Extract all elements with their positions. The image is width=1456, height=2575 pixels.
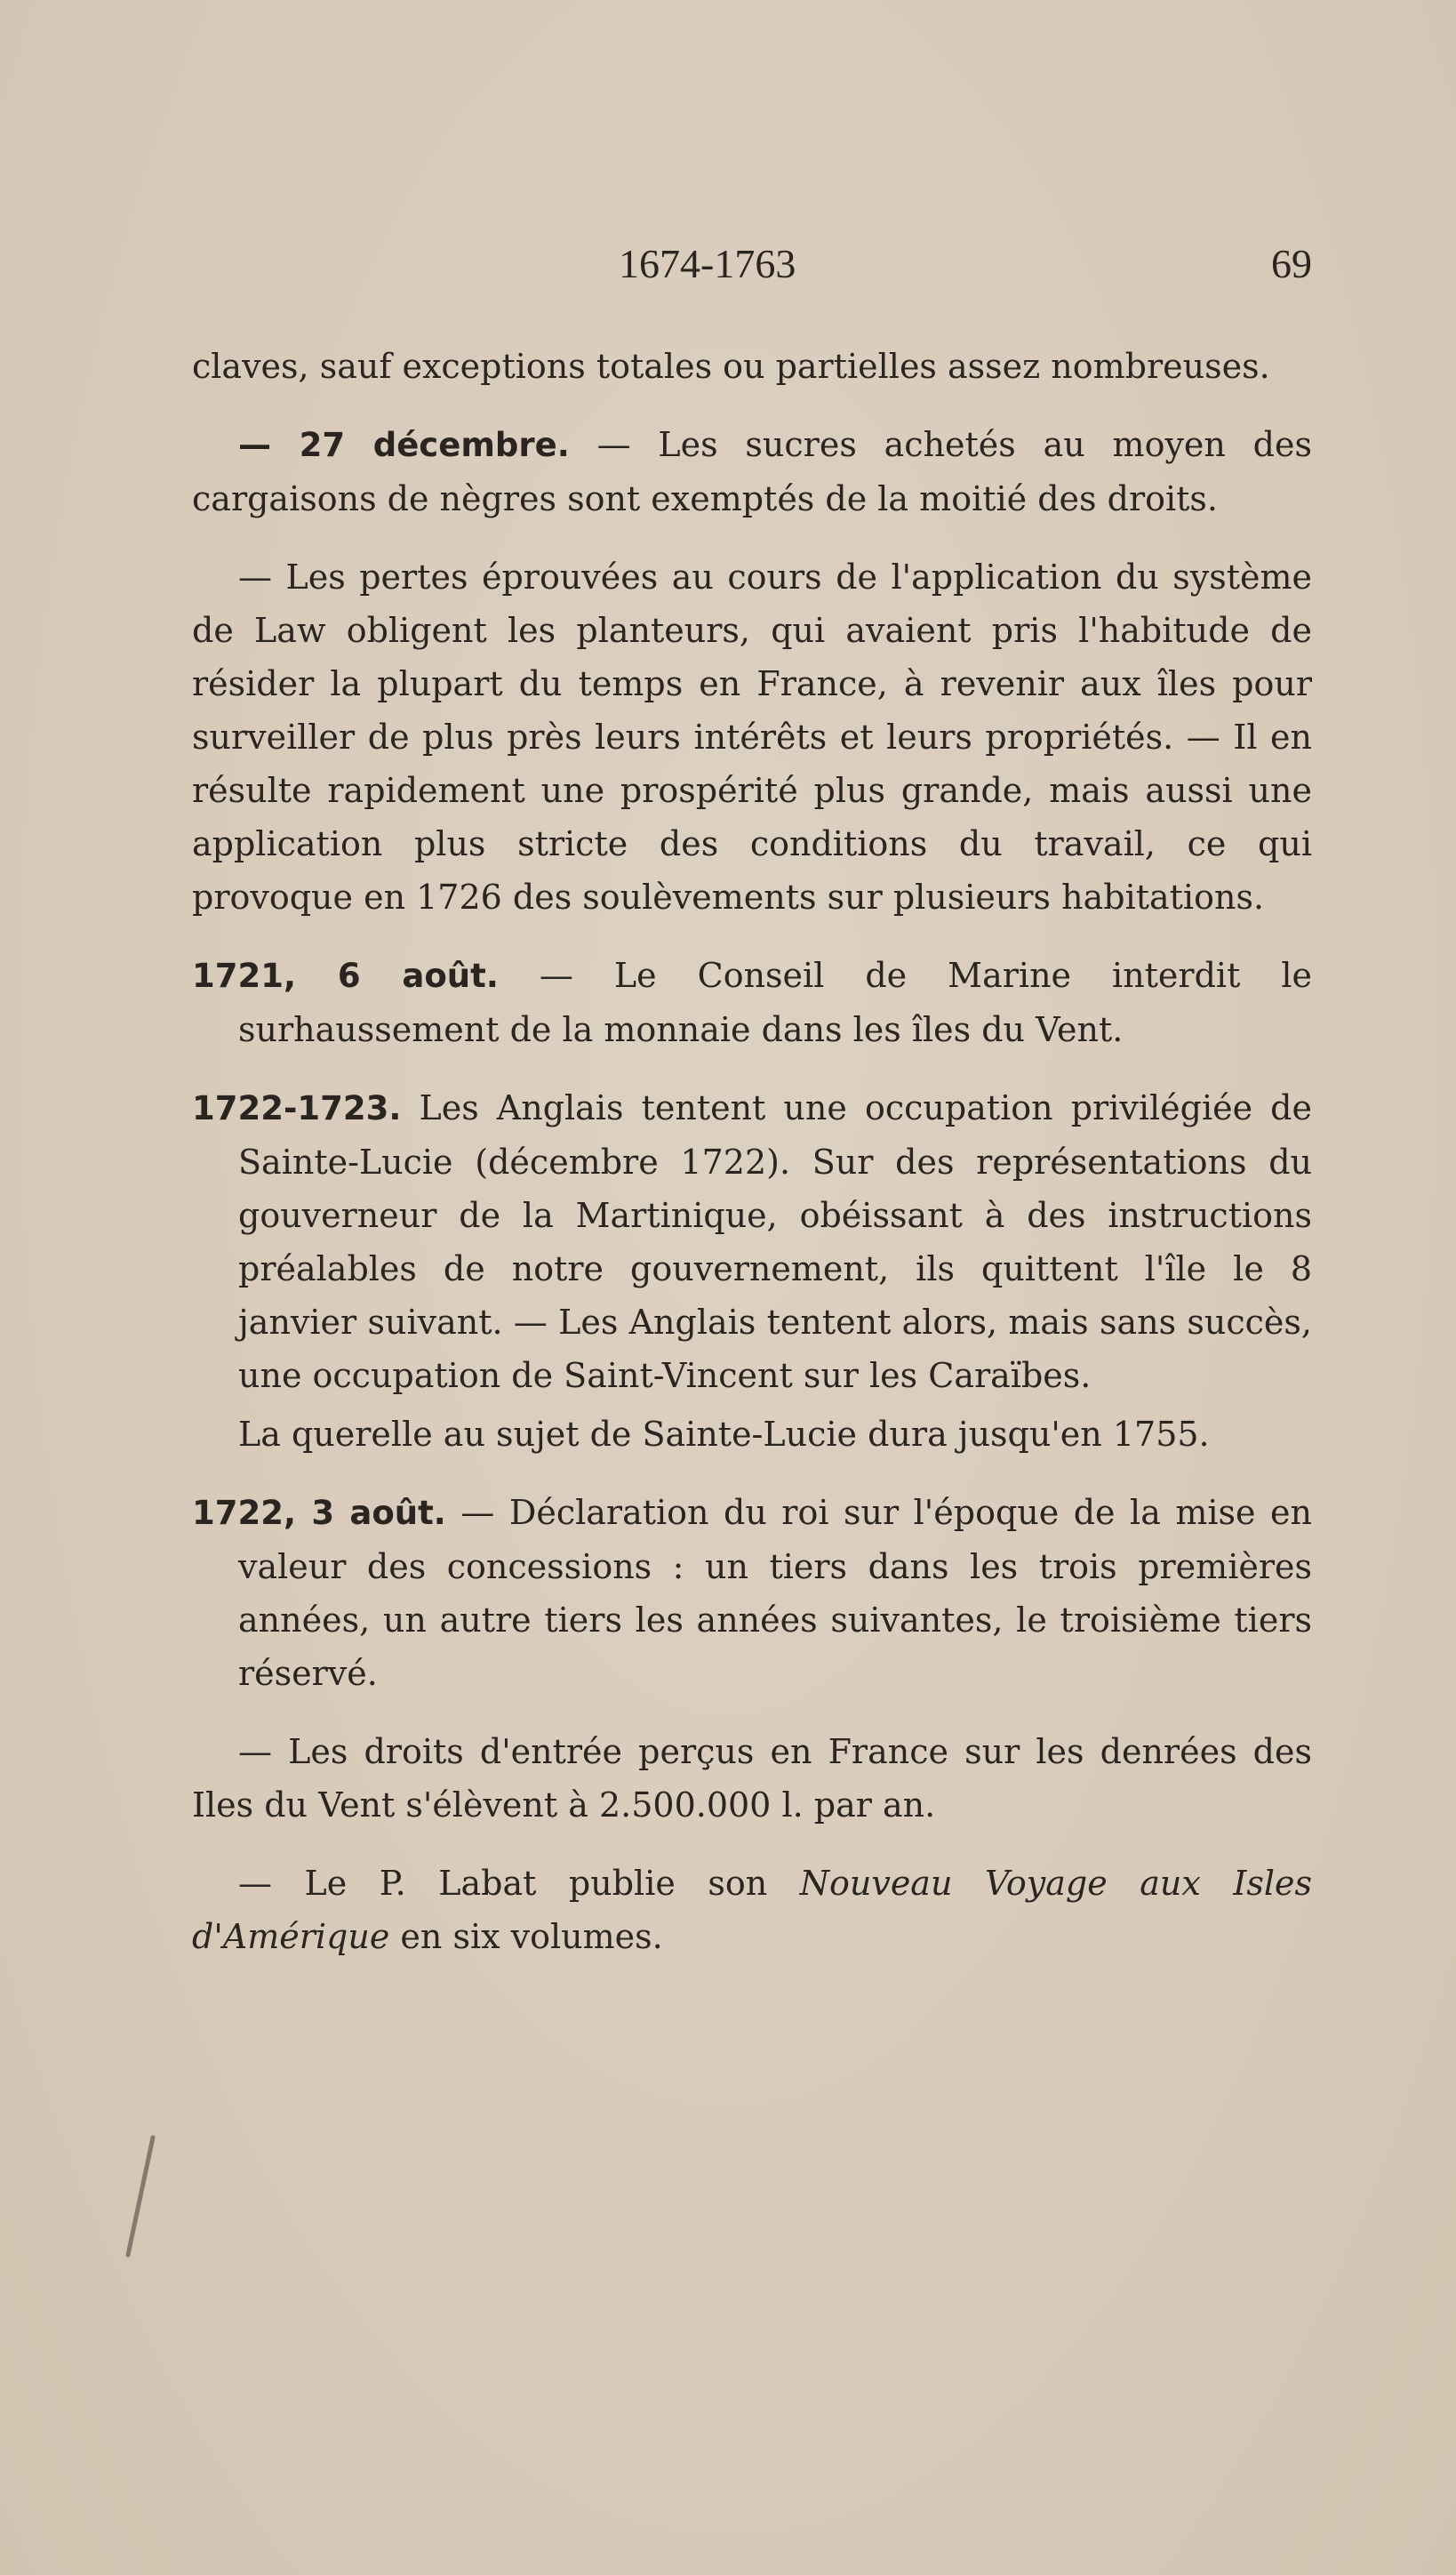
entry-text: — Le P. Labat publie son xyxy=(238,1864,800,1903)
entry-date: — 27 décembre. xyxy=(238,426,570,464)
page-header xyxy=(192,240,1312,302)
entry-1721 xyxy=(192,949,1312,1056)
entry-text: en six volumes. xyxy=(389,1917,663,1956)
entry-text: Les Anglais tentent une occupation privilégiée de Sainte-Lucie (décembre 1722). Sur des représentations du gouverneur de la Martinique, obéissant à des instructions préalables de notre gouvernement, ils quittent l'île le 8 janvier suivant. — Les Anglais tentent alors, mais sans succès, une occupation de Saint-Vincent sur les Caraïbes. xyxy=(238,1088,1312,1395)
entry-date: 1722, 3 août. xyxy=(192,1494,446,1532)
entry-date: 1721, 6 août. xyxy=(192,957,499,995)
paragraph-continuation: claves, sauf exceptions totales ou partielles assez nombreuses. xyxy=(192,347,1270,386)
entry-27-decembre xyxy=(192,418,1312,525)
entry-text: — Les sucres achetés au moyen des cargaisons de nègres sont exemptés de la moitié des droits. xyxy=(192,425,1313,518)
entry-text: — Le Conseil de Marine interdit le surhaussement de la monnaie dans les îles du Vent. xyxy=(238,956,1312,1049)
page-number: 69 xyxy=(1271,241,1312,286)
pencil-mark-icon xyxy=(123,2134,158,2258)
entry-sainte-lucie: La querelle au sujet de Sainte-Lucie dura jusqu'en 1755. xyxy=(238,1415,1210,1454)
entry-date: 1722-1723. xyxy=(192,1089,402,1127)
body-text xyxy=(192,340,1312,1988)
entry-labat xyxy=(192,1857,1312,1963)
entry-law-system: — Les pertes éprouvées au cours de l'application du système de Law obligent les planteurs, qui avaient pris l'habitude de résider la plupart du temps en France, à revenir aux îles pour surveiller de plus près leurs intérêts et leurs propriétés. — Il en résulte rapidement une prospérité plus grande, mais aussi une application plus stricte des conditions du travail, ce qui provoque en 1726 des soulèvements sur plusieurs habitations. xyxy=(192,558,1312,917)
entry-1722-1723 xyxy=(192,1081,1312,1402)
entry-text: — Déclaration du roi sur l'époque de la mise en valeur des concessions : un tiers dans les trois premières années, un autre tiers les années suivantes, le troisième tiers réservé. xyxy=(238,1493,1312,1693)
running-title: 1674-1763 xyxy=(619,241,796,286)
entry-droits: — Les droits d'entrée perçus en France sur les denrées des Iles du Vent s'élèvent à 2.500.000 l. par an. xyxy=(192,1732,1312,1825)
book-title: Nouveau Voyage aux Isles d'Amérique xyxy=(192,1864,1313,1956)
entry-1722-aout xyxy=(192,1486,1312,1700)
